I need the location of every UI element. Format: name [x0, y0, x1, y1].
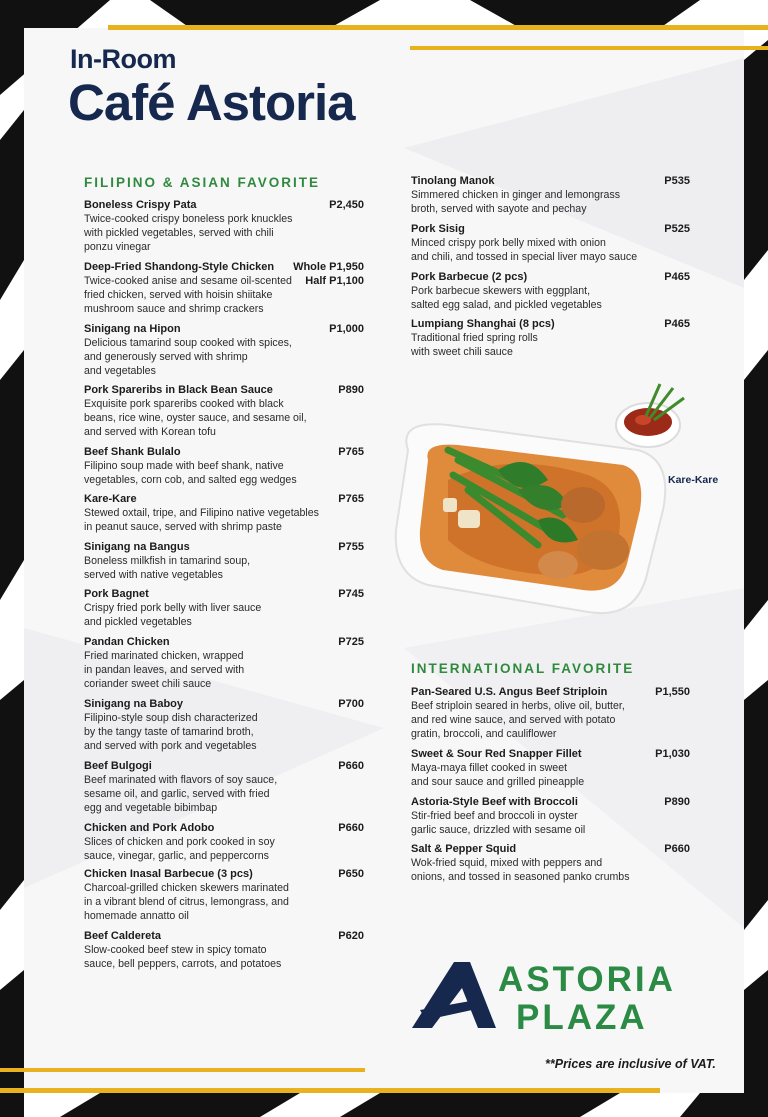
menu-item [84, 322, 292, 378]
menu-item [84, 260, 292, 316]
menu-item-price: P2,450 [329, 199, 364, 211]
menu-item [411, 795, 585, 837]
menu-item-description: homemade annatto oil [84, 910, 189, 922]
menu-item-description: and served with Korean tofu [84, 426, 216, 438]
menu-item-description: Charcoal-grilled chicken skewers marinated [84, 882, 289, 894]
menu-item-price: P890 [338, 384, 364, 396]
menu-item-name: Pork Bagnet [84, 588, 149, 600]
vat-note: **Prices are inclusive of VAT. [545, 1057, 716, 1071]
menu-item-description: in peanut sauce, served with shrimp paste [84, 521, 282, 533]
gold-line-bottom-left [0, 1068, 365, 1072]
menu-item-description: Maya-maya fillet cooked in sweet [411, 762, 568, 774]
menu-item-price: P620 [338, 930, 364, 942]
menu-item-price: P755 [338, 541, 364, 553]
menu-item-price: P650 [338, 868, 364, 880]
menu-item [411, 747, 584, 789]
menu-item-price: P1,000 [329, 323, 364, 335]
menu-item-description: and sour sauce and grilled pineapple [411, 776, 585, 788]
menu-item-description: and generously served with shrimp [84, 351, 248, 363]
gold-line-bottom [0, 1088, 660, 1093]
menu-item-description: sauce, bell peppers, carrots, and potatoes [84, 958, 282, 970]
menu-item-name: Salt & Pepper Squid [411, 843, 517, 855]
menu-item-name: Kare-Kare [84, 493, 137, 505]
menu-item-name: Pork Barbecue (2 pcs) [411, 271, 528, 283]
menu-item [411, 685, 625, 741]
menu-item-name: Beef Shank Bulalo [84, 446, 181, 458]
menu-item-description: beans, rice wine, oyster sauce, and sesame oil, [84, 412, 307, 424]
menu-item-description: coriander sweet chili sauce [84, 678, 212, 690]
menu-item [84, 867, 289, 923]
menu-item [84, 492, 319, 534]
menu-item [84, 383, 307, 439]
menu-item-name: Pork Spareribs in Black Bean Sauce [84, 384, 273, 396]
menu-item-price: P465 [664, 318, 690, 330]
menu-item-name: Astoria-Style Beef with Broccoli [411, 796, 578, 808]
menu-item-description: and red wine sauce, and served with potato [411, 714, 616, 726]
menu-item-price: P465 [664, 271, 690, 283]
gold-line-top-right [410, 46, 768, 50]
menu-item-description: Stir-fried beef and broccoli in oyster [411, 810, 578, 822]
menu-item-name: Sinigang na Baboy [84, 698, 184, 710]
menu-item [411, 317, 555, 359]
menu-item-name: Beef Bulgogi [84, 760, 152, 772]
menu-item-price: P525 [664, 223, 690, 235]
menu-item-description: broth, served with sayote and pechay [411, 203, 587, 215]
kare-kare-photo [388, 380, 698, 630]
menu-item-description: Twice-cooked crispy boneless pork knuckles [84, 213, 293, 225]
menu-item [84, 929, 281, 971]
menu-item-name: Pan-Seared U.S. Angus Beef Striploin [411, 686, 608, 698]
gold-line-top [108, 25, 768, 30]
menu-item-description: Exquisite pork spareribs cooked with black [84, 398, 284, 410]
menu-item-name: Chicken Inasal Barbecue (3 pcs) [84, 868, 253, 880]
menu-item [411, 270, 602, 312]
menu-item [411, 842, 630, 884]
menu-item-name: Boneless Crispy Pata [84, 199, 197, 211]
menu-item-name: Pandan Chicken [84, 636, 170, 648]
menu-item [84, 759, 277, 815]
menu-item-price: P660 [338, 760, 364, 772]
menu-item [411, 174, 620, 216]
menu-item-name: Sweet & Sour Red Snapper Fillet [411, 748, 582, 760]
menu-item-price-secondary: Half P1,100 [305, 275, 364, 287]
menu-item-price: P725 [338, 636, 364, 648]
menu-item-description: Pork barbecue skewers with eggplant, [411, 285, 591, 297]
menu-item-description: and vegetables [84, 365, 156, 377]
menu-item-name: Lumpiang Shanghai (8 pcs) [411, 318, 555, 330]
menu-item-description: sauce, vinegar, garlic, and peppercorns [84, 850, 269, 862]
menu-item-description: Slices of chicken and pork cooked in soy [84, 836, 275, 848]
menu-item-price: P765 [338, 446, 364, 458]
menu-item-description: and chili, and tossed in special liver mayo sauce [411, 251, 638, 263]
menu-item-price: P765 [338, 493, 364, 505]
menu-item [84, 697, 258, 753]
menu-item-description: garlic sauce, drizzled with sesame oil [411, 824, 586, 836]
menu-item-price: P700 [338, 698, 364, 710]
menu-item-description: and served with pork and vegetables [84, 740, 257, 752]
menu-item-description: onions, and tossed in seasoned panko crumbs [411, 871, 630, 883]
menu-item-price: P660 [338, 822, 364, 834]
menu-item-price: Whole P1,950 [293, 261, 364, 273]
menu-item-description: by the tangy taste of tamarind broth, [84, 726, 254, 738]
menu-item-description: Traditional fried spring rolls [411, 332, 538, 344]
menu-item-description: Filipino-style soup dish characterized [84, 712, 258, 724]
menu-item-description: Crispy fried pork belly with liver sauce [84, 602, 262, 614]
menu-item-description: vegetables, corn cob, and salted egg wedges [84, 474, 297, 486]
menu-item-name: Tinolang Manok [411, 175, 495, 187]
menu-item-description: Stewed oxtail, tripe, and Filipino native vegetables [84, 507, 319, 519]
menu-item-price: P890 [664, 796, 690, 808]
menu-item [84, 198, 292, 254]
photo-label: Kare-Kare [668, 474, 719, 486]
menu-item-description: sesame oil, and garlic, served with fried [84, 788, 270, 800]
menu-item-name: Sinigang na Hipon [84, 323, 181, 335]
menu-item-description: with pickled vegetables, served with chili [84, 227, 274, 239]
menu-item-name: Chicken and Pork Adobo [84, 822, 215, 834]
menu-item-name: Sinigang na Bangus [84, 541, 190, 553]
logo-text-astoria: ASTORIA [498, 960, 676, 999]
menu-item-name: Pork Sisig [411, 223, 465, 235]
menu-item-description: egg and vegetable bibimbap [84, 802, 218, 814]
menu-item-description: Minced crispy pork belly mixed with onion [411, 237, 606, 249]
menu-item-description: mushroom sauce and shrimp crackers [84, 303, 264, 315]
menu-item-price: P535 [664, 175, 690, 187]
menu-item-description: Filipino soup made with beef shank, native [84, 460, 284, 472]
menu-item [84, 587, 261, 629]
menu-item-description: with sweet chili sauce [411, 346, 513, 358]
menu-item-description: Simmered chicken in ginger and lemongrass [411, 189, 621, 201]
menu-item-description: Twice-cooked anise and sesame oil-scented [84, 275, 292, 287]
menu-item-price: P660 [664, 843, 690, 855]
menu-item-description: and pickled vegetables [84, 616, 192, 628]
menu-item-description: ponzu vinegar [84, 241, 151, 253]
menu-item-description: Boneless milkfish in tamarind soup, [84, 555, 251, 567]
menu-item-price: P1,030 [655, 748, 690, 760]
header-subtitle: In-Room [70, 44, 176, 74]
menu-item-description: in a vibrant blend of citrus, lemongrass, and [84, 896, 289, 908]
menu-item-description: Wok-fried squid, mixed with peppers and [411, 857, 603, 869]
menu-item-price: P1,550 [655, 686, 690, 698]
menu-item-description: fried chicken, served with hoisin shiitake [84, 289, 273, 301]
menu-item-description: gratin, broccoli, and cauliflower [411, 728, 557, 740]
menu-item [84, 540, 250, 582]
menu-item-price: P745 [338, 588, 364, 600]
logo-text-plaza: PLAZA [516, 998, 648, 1037]
astoria-plaza-logo-mark [412, 962, 496, 1028]
menu-item-description: salted egg salad, and pickled vegetables [411, 299, 602, 311]
menu-item-description: Beef marinated with flavors of soy sauce, [84, 774, 278, 786]
menu-item [84, 635, 244, 691]
menu-item [84, 445, 297, 487]
menu-item [411, 222, 637, 264]
menu-item-name: Beef Caldereta [84, 930, 162, 942]
menu-item-description: Fried marinated chicken, wrapped [84, 650, 244, 662]
menu-item-description: served with native vegetables [84, 569, 223, 581]
menu-item-description: Delicious tamarind soup cooked with spices, [84, 337, 292, 349]
menu-item-description: in pandan leaves, and served with [84, 664, 245, 676]
menu-item-description: Slow-cooked beef stew in spicy tomato [84, 944, 267, 956]
section-title-filipino: FILIPINO & ASIAN FAVORITE [84, 175, 321, 190]
menu-item [84, 821, 275, 863]
section-title-international: INTERNATIONAL FAVORITE [411, 661, 635, 676]
menu-item-description: Beef striploin seared in herbs, olive oil, butter, [411, 700, 625, 712]
page-title: Café Astoria [68, 74, 355, 131]
menu-item-name: Deep-Fried Shandong-Style Chicken [84, 261, 275, 273]
